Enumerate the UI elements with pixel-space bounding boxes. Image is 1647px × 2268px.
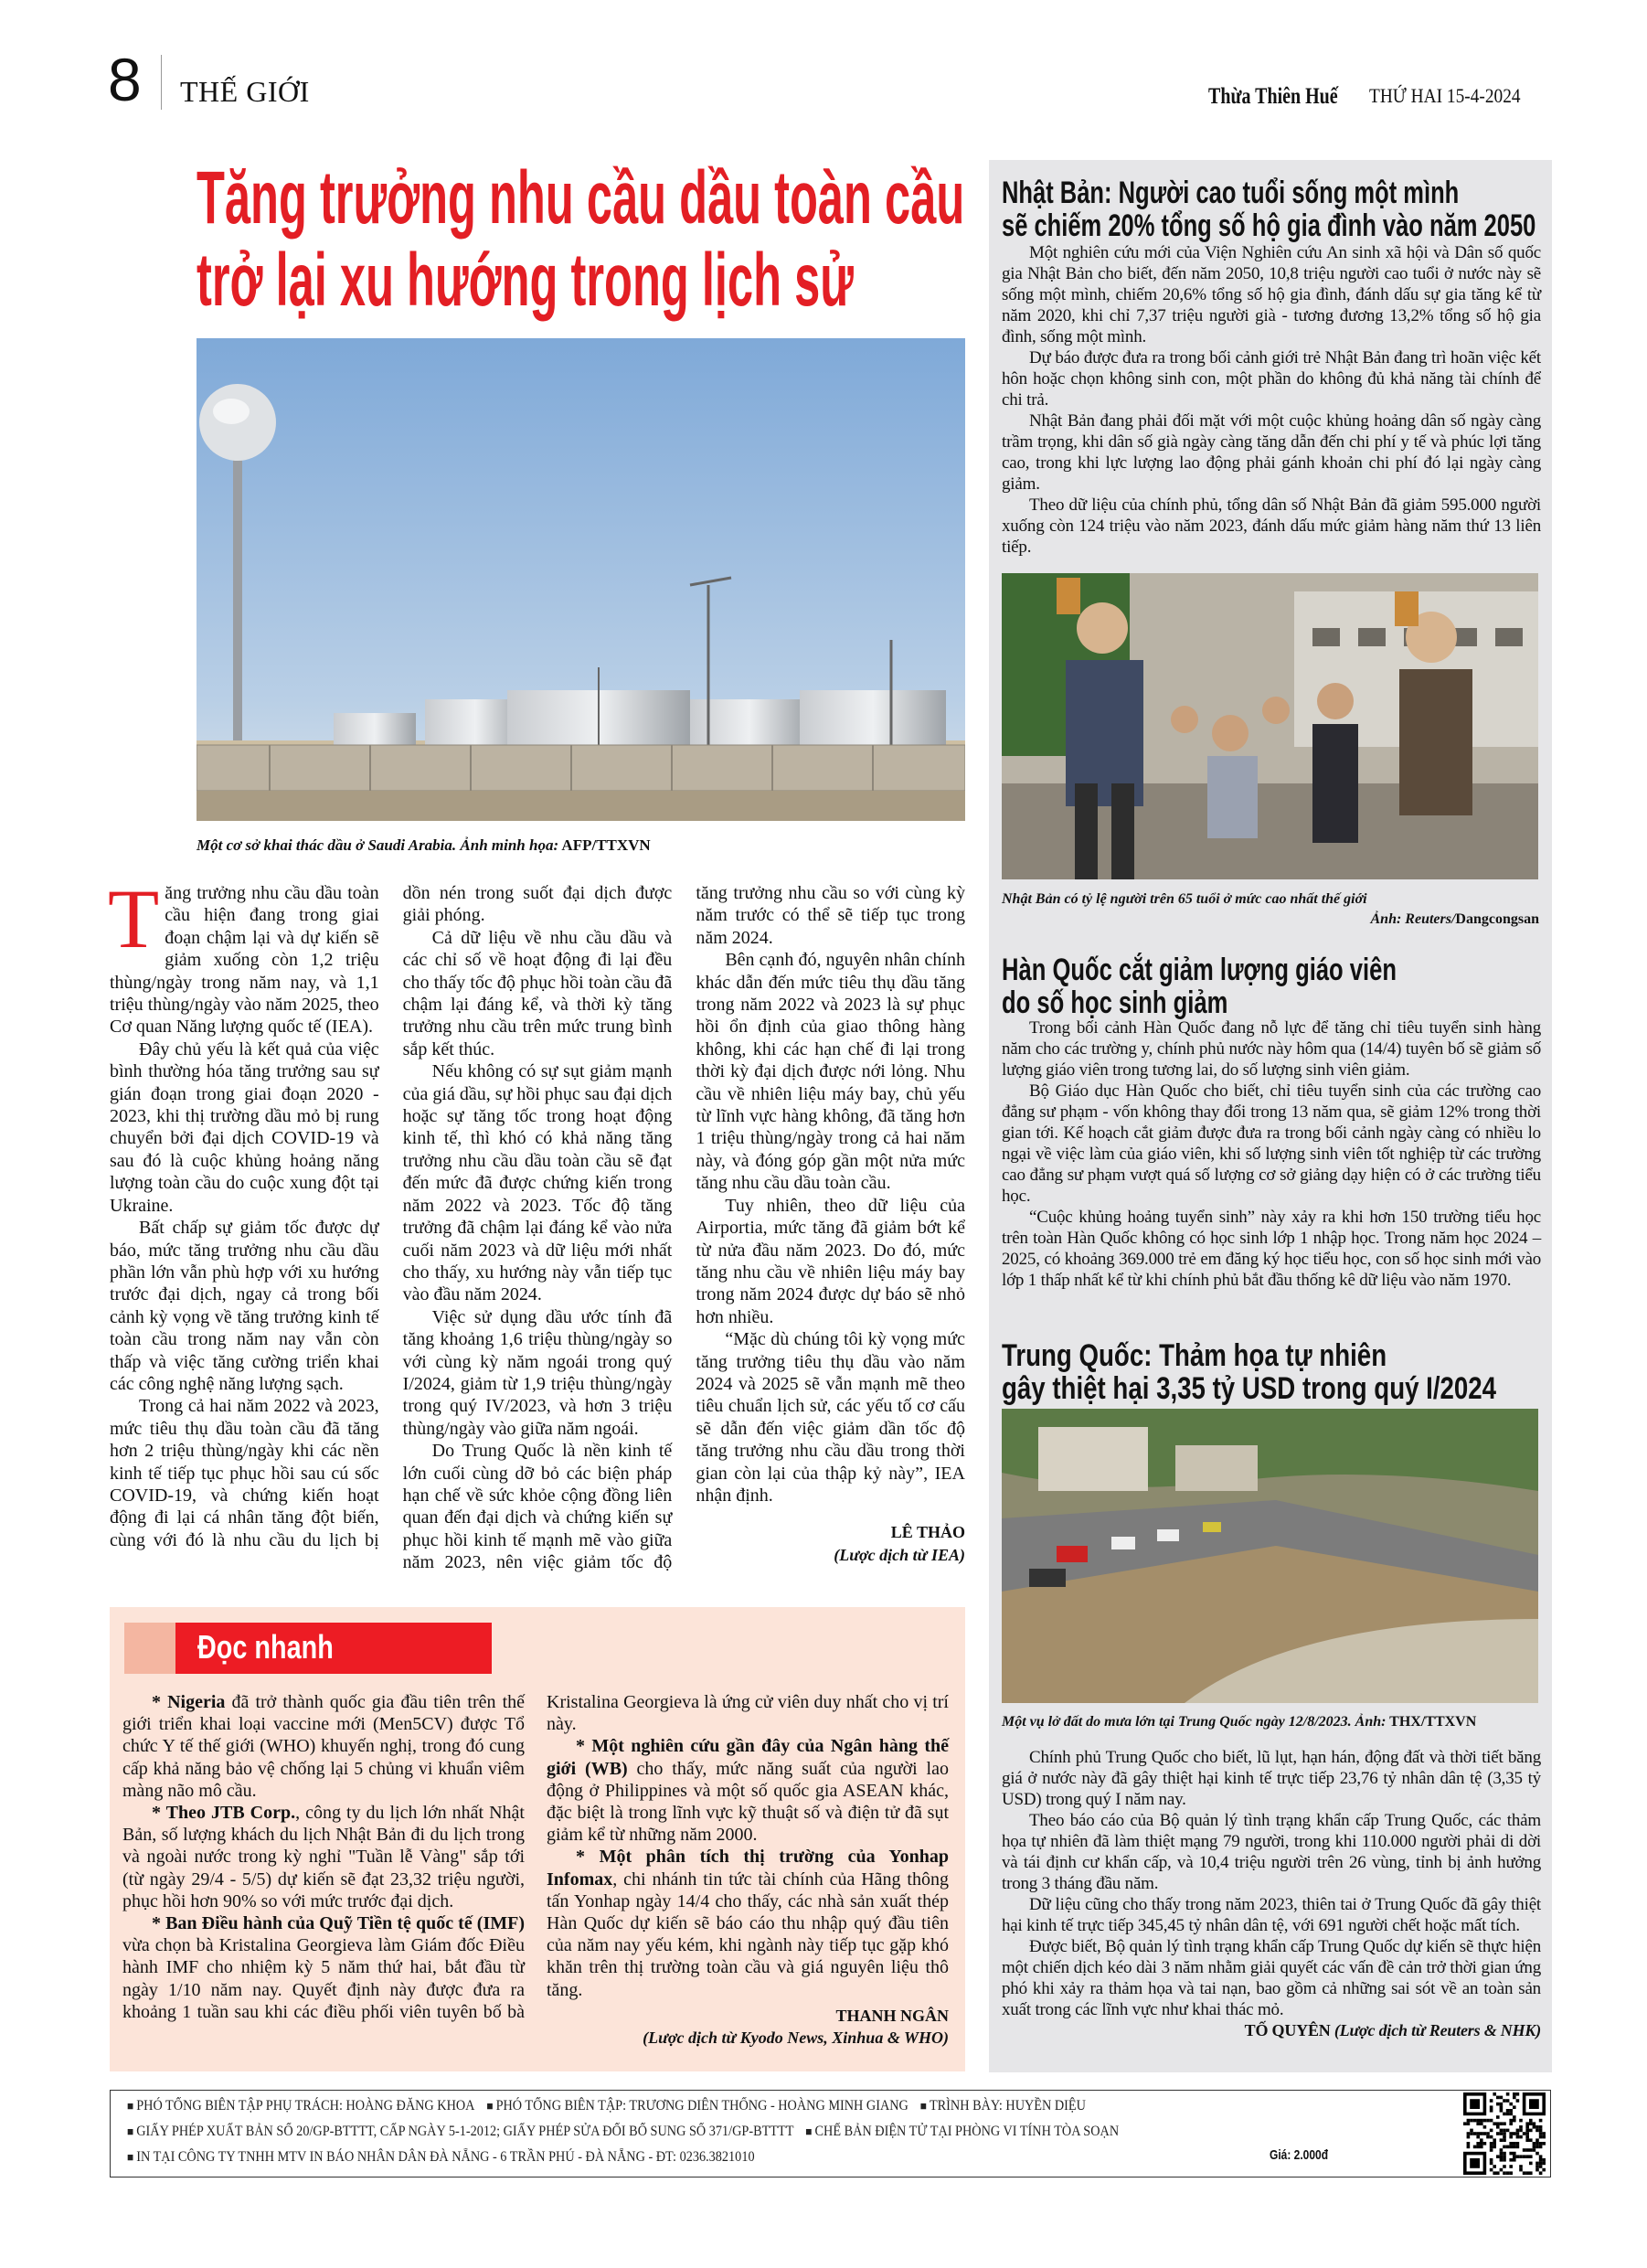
footer-line-3 bbox=[127, 2149, 755, 2166]
qr-module bbox=[1516, 2132, 1520, 2135]
qr-module bbox=[1525, 2125, 1529, 2129]
qr-module bbox=[1506, 2092, 1510, 2096]
qr-module bbox=[1480, 2138, 1483, 2142]
qr-module bbox=[1516, 2142, 1520, 2146]
quick-item bbox=[547, 1846, 949, 2000]
elderly-japan-photo bbox=[1002, 573, 1538, 879]
qr-module bbox=[1539, 2135, 1543, 2139]
item-lead: * Một phân tích thị trường của Yonhap Infomax bbox=[547, 1847, 949, 1890]
qr-module bbox=[1516, 2129, 1520, 2133]
qr-module bbox=[1513, 2096, 1516, 2100]
qr-module bbox=[1476, 2135, 1480, 2139]
qr-module bbox=[1535, 2129, 1539, 2133]
qr-module bbox=[1539, 2146, 1543, 2149]
qr-module bbox=[1490, 2142, 1493, 2146]
qr-module bbox=[1529, 2122, 1533, 2125]
qr-module bbox=[1493, 2138, 1496, 2142]
qr-module bbox=[1509, 2171, 1513, 2175]
qr-module bbox=[1493, 2165, 1496, 2168]
headline-line: gây thiệt hại 3,35 tỷ USD trong quý I/2024 bbox=[1002, 1371, 1497, 1406]
qr-module bbox=[1503, 2122, 1506, 2125]
qr-module bbox=[1542, 2158, 1546, 2162]
paragraph: Dữ liệu cũng cho thấy trong năm 2023, thiên tai ở Trung Quốc đã gây thiệt hại kinh tế trực tiếp 345,45 tỷ nhân dân tệ, với 691 người chết hoặc mất tích. bbox=[1002, 1895, 1541, 1935]
qr-module bbox=[1500, 2103, 1504, 2106]
footer-line-2 bbox=[127, 2124, 1119, 2140]
caption-text: Một vụ lở đất do mưa lớn tại Trung Quốc ngày 12/8/2023. Ảnh: bbox=[1002, 1714, 1387, 1730]
qr-module bbox=[1467, 2135, 1471, 2139]
qr-module bbox=[1533, 2125, 1536, 2129]
source: (Lược dịch từ Reuters & NHK) bbox=[1334, 2021, 1541, 2039]
qr-module bbox=[1480, 2142, 1483, 2146]
qr-module bbox=[1503, 2155, 1506, 2158]
article-paragraph bbox=[108, 872, 379, 1038]
qr-module bbox=[1503, 2146, 1506, 2149]
qr-module bbox=[1490, 2158, 1493, 2162]
qr-module bbox=[1525, 2155, 1529, 2158]
qr-module bbox=[1516, 2092, 1520, 2096]
qr-module bbox=[1496, 2096, 1500, 2100]
qr-module bbox=[1506, 2171, 1510, 2175]
qr-module bbox=[1503, 2158, 1506, 2162]
footer-item: ■ PHÓ TỔNG BIÊN TẬP: TRƯƠNG DIÊN THỐNG - HOÀNG MINH GIANG bbox=[486, 2098, 908, 2114]
qr-module bbox=[1516, 2155, 1520, 2158]
article-paragraph: Bất chấp sự giảm tốc được dự báo, mức tăng trưởng nhu cầu dầu phần lớn vẫn phù hợp với xu hướng trước đại dịch, ngay cả trong bối cảnh kỳ vọng về tăng trưởng kinh tế toàn cầu trong năm nay vẫn còn thấp và việc tăng cường triển khai các công nghệ năng lượng sạch. bbox=[110, 1218, 379, 1394]
qr-module bbox=[1513, 2092, 1516, 2096]
qr-module bbox=[1542, 2142, 1546, 2146]
qr-module bbox=[1529, 2129, 1533, 2133]
qr-module bbox=[1519, 2165, 1523, 2168]
qr-module bbox=[1463, 2122, 1467, 2125]
issue-date: THỨ HAI 15-4-2024 bbox=[1369, 84, 1521, 107]
caption-source: AFP/TTXVN bbox=[558, 836, 651, 854]
qr-module bbox=[1503, 2152, 1506, 2156]
qr-module bbox=[1503, 2165, 1506, 2168]
qr-module bbox=[1496, 2122, 1500, 2125]
qr-module bbox=[1523, 2171, 1526, 2175]
qr-module bbox=[1493, 2171, 1496, 2175]
credit-source: Dangcongsan bbox=[1455, 911, 1539, 927]
article-paragraph: Tuy nhiên, theo dữ liệu của Airportia, mức tăng đã giảm bớt kể từ nửa đầu năm 2023. Do đó, mức tăng nhu cầu về nhiên liệu máy bay trong năm 2024 được dự báo sẽ nhỏ hơn nhiều. bbox=[696, 1195, 965, 1327]
qr-module bbox=[1509, 2165, 1513, 2168]
qr-module bbox=[1473, 2119, 1477, 2123]
qr-module bbox=[1476, 2146, 1480, 2149]
page-number: 8 bbox=[108, 46, 142, 113]
qr-module bbox=[1483, 2132, 1487, 2135]
qr-module bbox=[1525, 2138, 1529, 2142]
qr-module bbox=[1506, 2109, 1510, 2113]
qr-module bbox=[1490, 2105, 1493, 2109]
qr-module bbox=[1503, 2171, 1506, 2175]
article-author: LÊ THẢO bbox=[890, 1523, 965, 1542]
qr-module bbox=[1519, 2129, 1523, 2133]
qr-module bbox=[1516, 2146, 1520, 2149]
footer-item: ■ TRÌNH BÀY: HUYỀN DIỆU bbox=[920, 2098, 1086, 2114]
quick-read-header bbox=[124, 1623, 492, 1674]
qr-module bbox=[1539, 2158, 1543, 2162]
footer-item: ■ CHẾ BẢN ĐIỆN TỬ TẠI PHÒNG VI TÍNH TÒA SOẠN bbox=[805, 2124, 1119, 2140]
qr-module bbox=[1483, 2125, 1487, 2129]
qr-module bbox=[1535, 2165, 1539, 2168]
qr-module bbox=[1533, 2148, 1536, 2152]
item-text: , chi nhánh tin tức tài chính của Hãng thông tấn Yonhap ngày 14/4 cho thấy, các nhà sản xuất thép Hàn Quốc dự kiến sẽ báo cáo thu nhập quý đầu tiên của năm nay yếu kém, khi ngành này tiếp tục gặp khó khăn trên thị trường toàn cầu và giá nguyên liệu thô tăng. bbox=[547, 1869, 949, 2000]
article-paragraph: Do Trung Quốc là nền kinh tế lớn cuối cùng dỡ bỏ các biện pháp hạn chế về sức khỏe cộng đồng liên quan đến đại dịch và chứng kiến sự phục hồi kinh tế mạnh mẽ vào giữa năm 2023, nên việc giảm tốc độ tăng trưởng nhu cầu so với cùng kỳ năm trước có thể sẽ tiếp tục trong năm 2024. bbox=[402, 883, 965, 1573]
item-text: đã trở thành quốc gia đầu tiên trên thế giới triển khai loại vaccine mới (Men5CV) được Tổ chức Y tế thế giới (WHO) khuyến nghị, trong đó cung cấp khả năng bảo vệ chống lại 5 chủng vi khuẩn viêm màng não mô cầu. bbox=[122, 1692, 526, 1801]
japan-photo-credit bbox=[1371, 911, 1540, 928]
qr-module bbox=[1519, 2155, 1523, 2158]
qr-module bbox=[1503, 2099, 1506, 2103]
qr-module bbox=[1483, 2142, 1487, 2146]
qr-module bbox=[1490, 2162, 1493, 2166]
qr-module bbox=[1539, 2119, 1543, 2123]
qr-module bbox=[1523, 2148, 1526, 2152]
qr-module bbox=[1533, 2146, 1536, 2149]
qr-module bbox=[1470, 2158, 1480, 2168]
qr-module bbox=[1490, 2146, 1493, 2149]
qr-module bbox=[1519, 2119, 1523, 2123]
qr-module bbox=[1529, 2162, 1533, 2166]
article-paragraph: Trong cả hai năm 2022 và 2023, mức tiêu thụ dầu toàn cầu đã tăng hơn 2 triệu thùng/ngày khi các nền kinh tế tiếp tục phục hồi sau cú sốc COVID-19, và chứng kiến hoạt động đi lại cá nhân tăng đột biến, cùng với đó là nhu cầu du lịch bị dồn nén trong suốt đại dịch được giải phóng. bbox=[110, 883, 673, 1550]
qr-module bbox=[1529, 2155, 1533, 2158]
qr-module bbox=[1542, 2162, 1546, 2166]
qr-module bbox=[1509, 2119, 1513, 2123]
sidebar bbox=[989, 160, 1552, 2072]
qr-module bbox=[1490, 2129, 1493, 2133]
qr-module bbox=[1506, 2113, 1510, 2116]
qr-module bbox=[1480, 2132, 1483, 2135]
qr-module bbox=[1519, 2125, 1523, 2129]
qr-module bbox=[1500, 2158, 1504, 2162]
quick-author: THANH NGÂN bbox=[835, 2006, 949, 2025]
item-lead: * Ban Điều hành của Quỹ Tiền tệ quốc tế (IMF) bbox=[152, 1913, 525, 1934]
qr-module bbox=[1503, 2132, 1506, 2135]
qr-module bbox=[1496, 2125, 1500, 2129]
qr-module bbox=[1542, 2132, 1546, 2135]
qr-module bbox=[1500, 2096, 1504, 2100]
qr-module bbox=[1529, 2119, 1533, 2123]
qr-module bbox=[1496, 2171, 1500, 2175]
caption-text: Một cơ sở khai thác dầu ở Saudi Arabia. Ảnh minh họa: bbox=[197, 836, 559, 854]
qr-module bbox=[1509, 2152, 1513, 2156]
qr-module bbox=[1529, 2138, 1533, 2142]
qr-module bbox=[1513, 2146, 1516, 2149]
china-photo-caption bbox=[1002, 1714, 1476, 1730]
qr-module bbox=[1509, 2122, 1513, 2125]
oil-facility-photo bbox=[197, 338, 965, 821]
qr-module bbox=[1467, 2146, 1471, 2149]
qr-module bbox=[1535, 2162, 1539, 2166]
qr-module bbox=[1496, 2115, 1500, 2119]
article-paragraph: Đây chủ yếu là kết quả của việc bình thường hóa tăng trưởng sau sự gián đoạn trong giai đoạn 2020 - 2023, khi thị trường dầu mỏ bị rung chuyển bởi đại dịch COVID-19 và sau đó là cuộc khủng hoảng năng lượng toàn cầu do cuộc xung đột tại Ukraine. bbox=[110, 1038, 379, 1216]
qr-module bbox=[1513, 2119, 1516, 2123]
header-accent bbox=[124, 1623, 175, 1674]
qr-module bbox=[1539, 2162, 1543, 2166]
qr-module bbox=[1500, 2109, 1504, 2113]
qr-module bbox=[1509, 2158, 1513, 2162]
paragraph: Trong bối cảnh Hàn Quốc đang nỗ lực để tăng chỉ tiêu tuyển sinh hàng năm cho các trường y, chính phủ nước này hôm qua (14/4) tuyên bố sẽ giảm số lượng giáo viên trong tương lai, do số lượng sinh viên giảm. bbox=[1002, 1018, 1541, 1080]
paragraph: “Cuộc khủng hoảng tuyển sinh” này xảy ra khi hơn 150 trường tiểu học trên toàn Hàn Quốc không có học sinh lớp 1 nhập học. Trong năm học 2024 – 2025, có khoảng 369.000 trẻ em đăng ký học tiểu học, con số học sinh mới vào lớp 1 thấp nhất kể từ khi chính phủ bắt đầu thống kê dữ liệu vào năm 1970. bbox=[1002, 1208, 1541, 1290]
qr-module bbox=[1509, 2132, 1513, 2135]
paragraph: Chính phủ Trung Quốc cho biết, lũ lụt, hạn hán, động đất và thời tiết băng giá ở nước này đã gây thiệt hại kinh tế trực tiếp 23,76 tỷ nhân dân tệ (3,35 tỷ USD) trong quý I năm nay. bbox=[1002, 1748, 1541, 1809]
qr-module bbox=[1539, 2132, 1543, 2135]
main-headline bbox=[197, 157, 964, 322]
qr-module bbox=[1513, 2132, 1516, 2135]
author: TỐ QUYÊN bbox=[1244, 2021, 1331, 2039]
article-paragraph: Nếu không có sự sụt giảm mạnh của giá dầu, sự hồi phục sau đại dịch hoặc sự tăng tốc trong hoạt động kinh tế, thì khó có khả năng tăng trưởng nhu cầu dầu toàn cầu sẽ đạt đến mức đã được chứng kiến trong năm 2022 và 2023. Tốc độ tăng trưởng đã chậm lại đáng kể vào nửa cuối năm 2023 và dữ liệu mới nhất cho thấy, xu hướng này vẫn tiếp tục vào đầu năm 2024. bbox=[402, 1061, 673, 1305]
item-lead: * Nigeria bbox=[152, 1692, 226, 1712]
qr-module bbox=[1500, 2105, 1504, 2109]
qr-module bbox=[1516, 2099, 1520, 2103]
quick-read-title: Đọc nhanh bbox=[197, 1628, 334, 1666]
korea-headline bbox=[1002, 953, 1397, 1019]
qr-module bbox=[1523, 2132, 1526, 2135]
qr-module bbox=[1500, 2122, 1504, 2125]
qr-module bbox=[1533, 2142, 1536, 2146]
section-name: THẾ GIỚI bbox=[180, 75, 310, 108]
qr-module bbox=[1500, 2155, 1504, 2158]
qr-module bbox=[1509, 2146, 1513, 2149]
qr-module bbox=[1529, 2148, 1533, 2152]
qr-module bbox=[1529, 2171, 1533, 2175]
quick-source: (Lược dịch từ Kyodo News, Xinhua & WHO) bbox=[643, 2028, 949, 2048]
qr-module bbox=[1516, 2135, 1520, 2139]
qr-module bbox=[1480, 2119, 1483, 2123]
paragraph: Được biết, Bộ quản lý tình trạng khẩn cấp Trung Quốc dự kiến sẽ thực hiện một chiến dịch kéo dài 3 năm nhằm giải quyết các vấn đề cản trở thời gian ứng phó khi xảy ra thảm họa và tai nạn, bao gồm cả những sai sót về an toàn sản xuất trong các lĩnh vực như khai thác mỏ. bbox=[1002, 1937, 1541, 2019]
qr-module bbox=[1496, 2103, 1500, 2106]
korea-body bbox=[1002, 1017, 1541, 1291]
qr-module bbox=[1533, 2122, 1536, 2125]
qr-module bbox=[1467, 2142, 1471, 2146]
qr-module bbox=[1529, 2099, 1539, 2109]
qr-module bbox=[1486, 2132, 1490, 2135]
qr-module bbox=[1490, 2135, 1493, 2139]
qr-module bbox=[1467, 2119, 1471, 2123]
paragraph: Theo dữ liệu của chính phủ, tổng dân số Nhật Bản đã giảm 595.000 người xuống còn 124 triệu vào năm 2023, đánh dấu mức giảm hàng năm thứ 13 liên tiếp. bbox=[1002, 495, 1541, 557]
qr-module bbox=[1513, 2105, 1516, 2109]
newspaper-name: Thừa Thiên Huế bbox=[1208, 84, 1338, 109]
qr-module bbox=[1513, 2142, 1516, 2146]
qr-module bbox=[1519, 2168, 1523, 2172]
paragraph: Một nghiên cứu mới của Viện Nghiên cứu An sinh xã hội và Dân số quốc gia Nhật Bản cho biết, đến năm 2050, 10,8 triệu người cao tuổi ở nước này sẽ sống một mình, chiếm 20,6% tổng số hộ gia đình, đánh dấu sự gia tăng kể từ năm 2020, khi chỉ 7,37 triệu người già - tương đương 13,2% tổng số hộ gia đình, sống một mình. bbox=[1002, 243, 1541, 346]
qr-module bbox=[1519, 2135, 1523, 2139]
qr-module bbox=[1486, 2135, 1490, 2139]
paragraph: Dự báo được đưa ra trong bối cảnh giới trẻ Nhật Bản đang trì hoãn việc kết hôn hoặc chọn không sinh con, một phần do không đủ khả năng tài chính để chi trả. bbox=[1002, 348, 1541, 410]
paragraph-text: ăng trưởng nhu cầu dầu toàn cầu hiện đang trong giai đoạn chậm lại và dự kiến sẽ giảm xuống còn 1,2 triệu thùng/ngày trong năm nay, và 1,1 triệu thùng/ngày vào năm 2025, theo Cơ quan Năng lượng quốc tế (IEA). bbox=[110, 883, 379, 1038]
qr-module bbox=[1535, 2152, 1539, 2156]
qr-module bbox=[1513, 2152, 1516, 2156]
qr-module bbox=[1542, 2135, 1546, 2139]
footer-item: ■ GIẤY PHÉP XUẤT BẢN SỐ 20/GP-BTTTT, CẤP NGÀY 5-1-2012; GIẤY PHÉP SỬA ĐỔI BỔ SUNG SỐ 371/GP-BTTTT bbox=[127, 2124, 793, 2140]
paragraph: Theo báo cáo của Bộ quản lý tình trạng khẩn cấp Trung Quốc, các thảm họa tự nhiên đã làm thiệt mạng 79 người, trong khi 110.000 người phải di dời và tái định cư khẩn cấp, và 10,4 triệu người trên 26 vùng, tỉnh bị ảnh hưởng trong 3 tháng đầu năm. bbox=[1002, 1811, 1541, 1893]
item-lead: * Theo JTB Corp. bbox=[152, 1803, 296, 1824]
qr-module bbox=[1476, 2142, 1480, 2146]
qr-module bbox=[1509, 2113, 1513, 2116]
headline-line: Nhật Bản: Người cao tuổi sống một mình bbox=[1002, 176, 1460, 210]
japan-headline bbox=[1002, 176, 1535, 242]
qr-module bbox=[1506, 2099, 1510, 2103]
article-paragraph: Việc sử dụng dầu ước tính đã tăng khoảng 1,6 triệu thùng/ngày so với cùng kỳ năm ngoái trong quý I/2024, giảm từ 1,9 triệu thùng/ngày trong quý IV/2023, và hơn 3 triệu thùng/ngày vào giữa năm ngoái. bbox=[402, 1306, 673, 1439]
qr-module bbox=[1480, 2146, 1483, 2149]
qr-module bbox=[1500, 2138, 1504, 2142]
qr-module bbox=[1467, 2132, 1471, 2135]
qr-module bbox=[1483, 2119, 1487, 2123]
footer-item: ■ PHÓ TỔNG BIÊN TẬP PHỤ TRÁCH: HOÀNG ĐĂNG KHOA bbox=[127, 2098, 474, 2114]
photo-caption bbox=[197, 836, 651, 855]
header-divider bbox=[161, 55, 162, 110]
article-paragraph: Cả dữ liệu về nhu cầu dầu và các chỉ số về hoạt động đi lại đều cho thấy tốc độ phục hồi toàn cầu đã chậm lại đáng kể, và thời kỳ tăng trưởng nhu cầu trên mức trung bình sắp kết thúc. bbox=[402, 927, 673, 1059]
footer-item: ■ IN TẠI CÔNG TY TNHH MTV IN BÁO NHÂN DÂN ĐÀ NẴNG - 6 TRẦN PHÚ - ĐÀ NẴNG - ĐT: 0236.3821010 bbox=[127, 2149, 755, 2166]
qr-module bbox=[1500, 2148, 1504, 2152]
qr-module bbox=[1535, 2138, 1539, 2142]
qr-module bbox=[1535, 2168, 1539, 2172]
item-lead: * Một nghiên cứu gần đây của Ngân hàng thế giới (WB) bbox=[547, 1736, 949, 1779]
qr-module bbox=[1506, 2146, 1510, 2149]
qr-module bbox=[1480, 2122, 1483, 2125]
qr-module bbox=[1539, 2129, 1543, 2133]
qr-module bbox=[1473, 2132, 1477, 2135]
qr-module bbox=[1476, 2132, 1480, 2135]
quick-read-body bbox=[122, 1691, 949, 2064]
qr-module bbox=[1470, 2119, 1473, 2123]
quick-item bbox=[122, 1802, 525, 1912]
qr-module bbox=[1525, 2171, 1529, 2175]
qr-module bbox=[1513, 2158, 1516, 2162]
japan-photo-caption: Nhật Bản có tỷ lệ người trên 65 tuổi ở mức cao nhất thế giới bbox=[1002, 891, 1367, 907]
qr-module bbox=[1506, 2129, 1510, 2133]
qr-module bbox=[1473, 2146, 1477, 2149]
qr-module bbox=[1503, 2129, 1506, 2133]
price: Giá: 2.000đ bbox=[1270, 2147, 1329, 2163]
qr-module bbox=[1539, 2171, 1543, 2175]
qr-code[interactable] bbox=[1463, 2092, 1546, 2175]
japan-body bbox=[1002, 242, 1541, 558]
headline-line: sẽ chiếm 20% tổng số hộ gia đình vào năm 2050 bbox=[1002, 208, 1536, 243]
qr-module bbox=[1500, 2129, 1504, 2133]
china-byline bbox=[1002, 2020, 1541, 2041]
qr-module bbox=[1490, 2109, 1493, 2113]
qr-module bbox=[1496, 2155, 1500, 2158]
headline-line: Trung Quốc: Thảm họa tự nhiên bbox=[1002, 1338, 1387, 1373]
headline-line: Tăng trưởng nhu cầu dầu toàn cầu bbox=[197, 156, 965, 240]
qr-module bbox=[1539, 2165, 1543, 2168]
qr-module bbox=[1535, 2125, 1539, 2129]
qr-module bbox=[1490, 2099, 1493, 2103]
qr-module bbox=[1542, 2168, 1546, 2172]
qr-module bbox=[1493, 2092, 1496, 2096]
qr-module bbox=[1490, 2148, 1493, 2152]
qr-module bbox=[1470, 2132, 1473, 2135]
quick-item bbox=[547, 1735, 949, 1846]
qr-module bbox=[1523, 2155, 1526, 2158]
landslide-photo bbox=[1002, 1409, 1538, 1703]
qr-module bbox=[1493, 2146, 1496, 2149]
qr-module bbox=[1525, 2129, 1529, 2133]
qr-module bbox=[1513, 2115, 1516, 2119]
qr-module bbox=[1509, 2142, 1513, 2146]
qr-module bbox=[1486, 2119, 1490, 2123]
quick-read-box bbox=[110, 1607, 965, 2071]
masthead-footer bbox=[110, 2090, 1551, 2177]
qr-module bbox=[1476, 2122, 1480, 2125]
qr-module bbox=[1539, 2142, 1543, 2146]
qr-module bbox=[1509, 2103, 1513, 2106]
qr-module bbox=[1535, 2142, 1539, 2146]
credit-label: Ảnh: Reuters/ bbox=[1370, 911, 1456, 927]
qr-module bbox=[1535, 2146, 1539, 2149]
qr-module bbox=[1493, 2142, 1496, 2146]
quick-item bbox=[122, 1691, 525, 1802]
article-body bbox=[108, 872, 965, 1595]
qr-module bbox=[1525, 2135, 1529, 2139]
qr-module bbox=[1500, 2152, 1504, 2156]
qr-module bbox=[1470, 2129, 1473, 2133]
china-body bbox=[1002, 1747, 1541, 2041]
paragraph: Nhật Bản đang phải đối mặt với một cuộc khủng hoảng dân số ngày càng trầm trọng, khi dân số già ngày càng tăng dẫn đến chi phí y tế và phúc lợi tăng cao, trong khi lực lượng lao động phải gánh khoản chi phí đó lại ngày càng giảm. bbox=[1002, 411, 1541, 494]
qr-module bbox=[1509, 2135, 1513, 2139]
qr-module bbox=[1539, 2125, 1543, 2129]
item-text: cho thấy, mức năng suất của người lao động ở Philippines và một số quốc gia ASEAN khác, đặc biệt là trong lĩnh vực kỹ thuật số và điện tử đã sụt giảm kể từ những năm 2000. bbox=[547, 1758, 949, 1846]
qr-module bbox=[1496, 2132, 1500, 2135]
qr-module bbox=[1490, 2168, 1493, 2172]
qr-module bbox=[1467, 2122, 1471, 2125]
qr-module bbox=[1500, 2168, 1504, 2172]
qr-module bbox=[1539, 2155, 1543, 2158]
headline-line: do số học sinh giảm bbox=[1002, 985, 1228, 1020]
qr-module bbox=[1503, 2138, 1506, 2142]
qr-module bbox=[1525, 2122, 1529, 2125]
article-paragraph: Bên cạnh đó, nguyên nhân chính khác dẫn đến mức tiêu thụ dầu tăng trong năm 2022 và 2023 là sự phục hồi ổn định của giao thông hàng không, khi các hạn chế đi lại trong thời kỳ đại dịch được nới lỏng. Nhu cầu về nhiên liệu máy bay, chủ yếu từ lĩnh vực hàng không, đã tăng hơn 1 triệu thùng/ngày trong cả hai năm này, và đóng góp gần một nửa mức tăng nhu cầu dầu toàn cầu. bbox=[696, 950, 965, 1194]
headline-line: Hàn Quốc cắt giảm lượng giáo viên bbox=[1002, 953, 1397, 987]
paragraph: Bộ Giáo dục Hàn Quốc cho biết, chỉ tiêu tuyển sinh của các trường cao đẳng sư phạm - vốn không thay đổi trong 13 năm qua, sẽ giảm 12% trong thời gian tới. Kế hoạch cắt giảm được đưa ra trong bối cảnh ngày càng có nhiều lo ngại về việc làm của giáo viên, khi số lượng sinh viên tốt nghiệp từ các trường cao đẳng sư phạm vượt quá số lượng cơ sở giảng dạy hiện có ở các trường tiểu học. bbox=[1002, 1081, 1541, 1206]
article-source: (Lược dịch từ IEA) bbox=[834, 1545, 965, 1564]
qr-module bbox=[1493, 2122, 1496, 2125]
qr-module bbox=[1476, 2119, 1480, 2123]
article-paragraph: “Mặc dù chúng tôi kỳ vọng mức tăng trưởng tiêu thụ dầu vào năm 2024 và 2025 sẽ vẫn mạnh mẽ theo tiêu chuẩn lịch sử, các yếu tố cơ cấu sẽ dẫn đến việc giảm dần tốc độ tăng trưởng nhu cầu dầu trong thời gian còn lại của thập kỷ này”, IEA nhận định. bbox=[696, 1329, 965, 1506]
qr-module bbox=[1490, 2119, 1493, 2123]
qr-module bbox=[1525, 2148, 1529, 2152]
item-text: , công ty du lịch lớn nhất Nhật Bản, số lượng khách du lịch Nhật Bản đi du lịch trong và ngoài nước trong kỳ nghỉ "Tuần lễ Vàng" sắp tới (từ ngày 29/4 - 5/5) dự kiến sẽ đạt 23,32 triệu người, phục hồi hơn 90% so với mức trước đại dịch. bbox=[122, 1803, 525, 1911]
footer-line-1 bbox=[127, 2098, 1086, 2114]
qr-module bbox=[1525, 2132, 1529, 2135]
item-text: vừa chọn bà Kristalina Georgieva làm Giám đốc Điều hành IMF cho nhiệm kỳ 5 năm thứ hai, bắt đầu từ ngày 1/10 năm nay. Quyết định này được đưa ra khoảng 1 tuần sau khi các điều phối viên tuyên bố bà Kristalina Georgieva là ứng cử viên duy nhất cho vị trí này. bbox=[122, 1692, 949, 2022]
caption-source: THX/TTXVN bbox=[1386, 1714, 1477, 1730]
qr-module bbox=[1500, 2132, 1504, 2135]
headline-line: trở lại xu hướng trong lịch sử bbox=[197, 239, 854, 322]
qr-module bbox=[1470, 2099, 1480, 2109]
drop-cap: T bbox=[108, 872, 160, 965]
qr-module bbox=[1509, 2109, 1513, 2113]
qr-module bbox=[1503, 2135, 1506, 2139]
qr-module bbox=[1503, 2113, 1506, 2116]
china-headline bbox=[1002, 1339, 1496, 1405]
qr-module bbox=[1513, 2155, 1516, 2158]
